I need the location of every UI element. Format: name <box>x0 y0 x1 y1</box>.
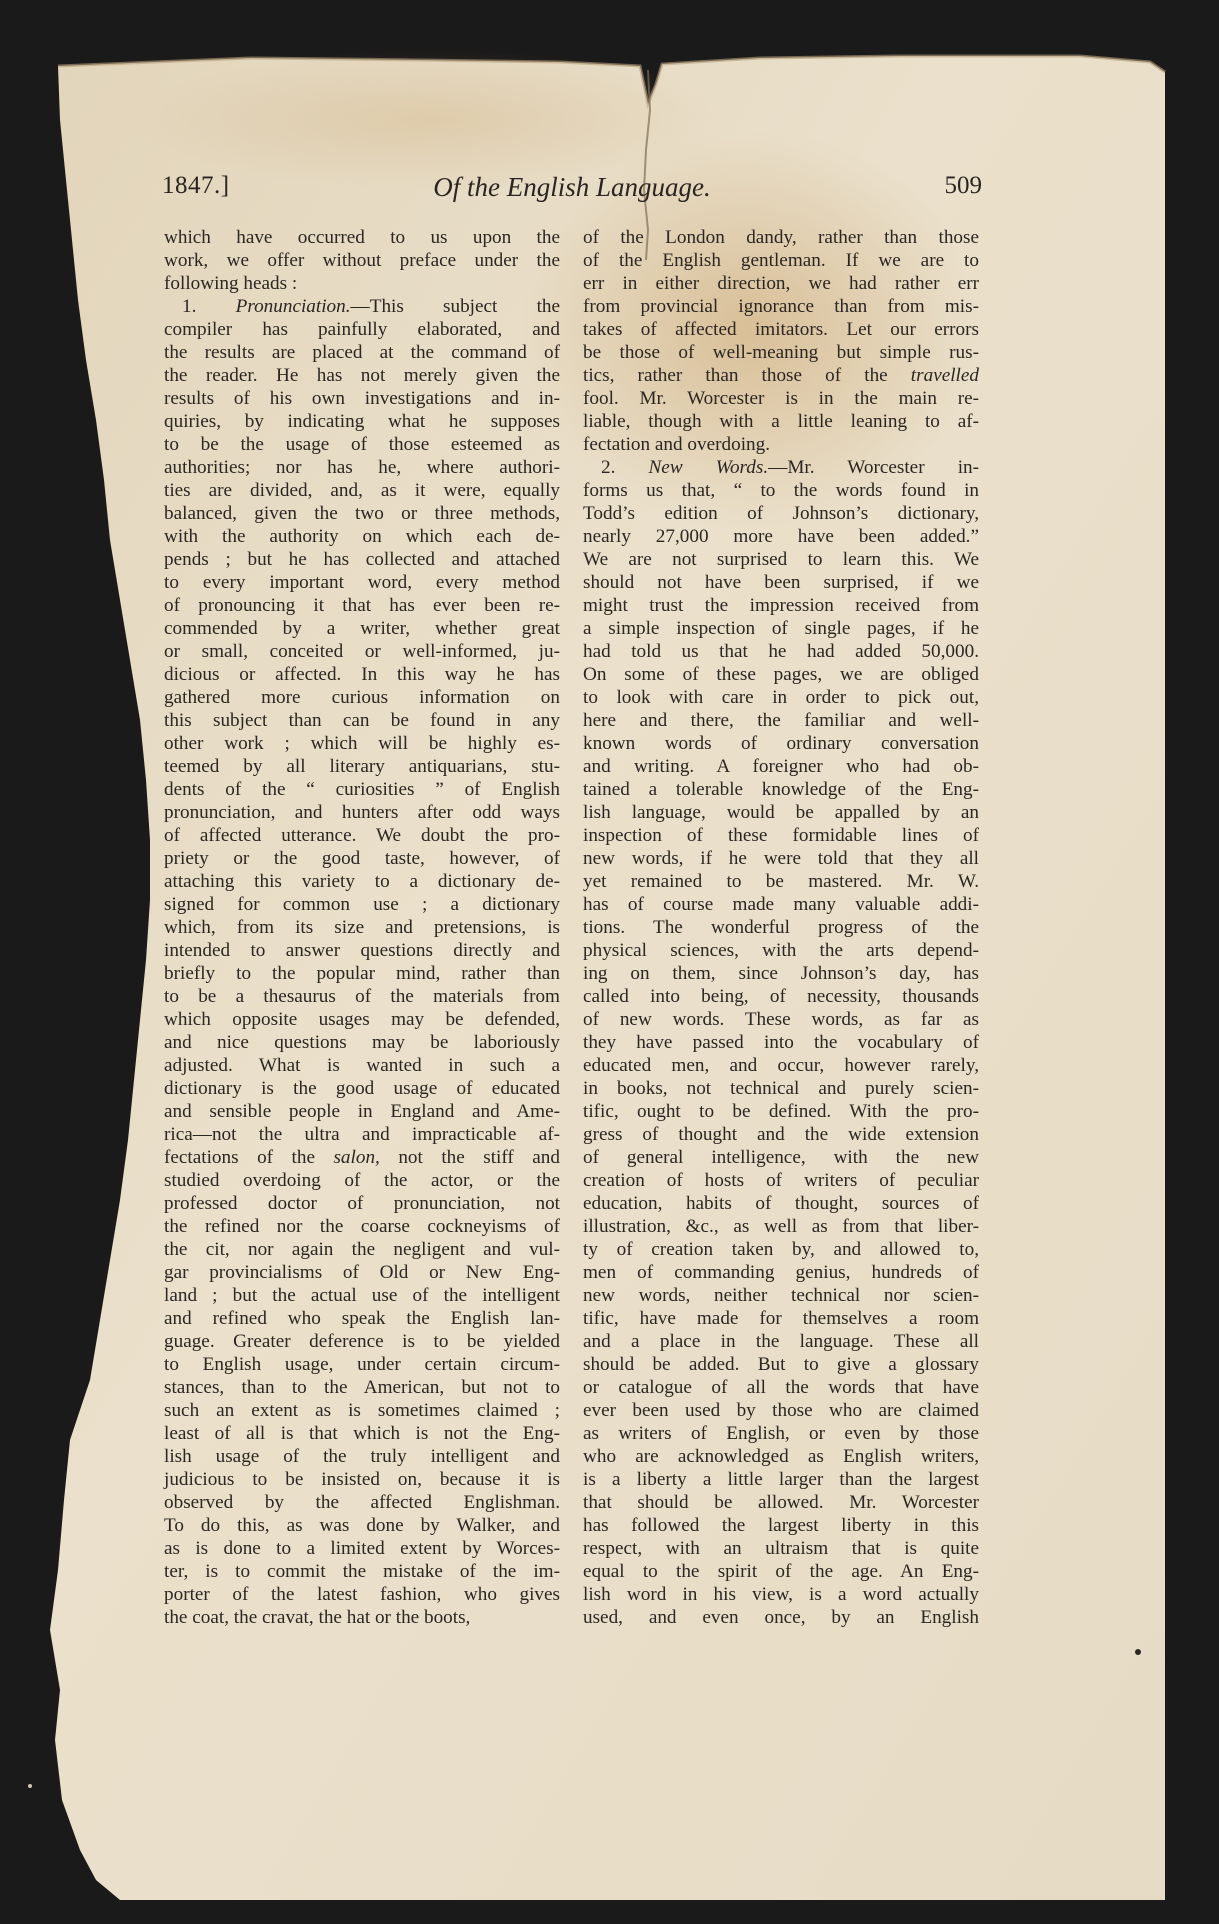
text-line: ty of creation taken by, and allowed to, <box>583 1239 979 1260</box>
text-line: had told us that he had added 50,000. <box>583 641 979 662</box>
text-line: gathered more curious information on <box>164 687 560 708</box>
text-line: in books, not technical and purely scien- <box>583 1078 979 1099</box>
text-line: rica—not the ultra and impracticable af- <box>164 1124 560 1145</box>
text-line: as is done to a limited extent by Worces- <box>164 1538 560 1559</box>
text-line: from provincial ignorance than from mis- <box>583 296 979 317</box>
text-line: ing on them, since Johnson’s day, has <box>583 963 979 984</box>
text-line: educated men, and occur, however rarely, <box>583 1055 979 1076</box>
page-header <box>162 172 982 212</box>
text-line: known words of ordinary conversation <box>583 733 979 754</box>
text-line: the refined nor the coarse cockneyisms of <box>164 1216 560 1237</box>
text-line: physical sciences, with the arts depend- <box>583 940 979 961</box>
text-line: observed by the affected Englishman. <box>164 1492 560 1513</box>
text-line: a simple inspection of single pages, if he <box>583 618 979 639</box>
text-line: 2. New Words.—Mr. Worcester in- <box>601 457 980 478</box>
text-line: tific, ought to be defined. With the pro- <box>583 1101 979 1122</box>
text-line: commended by a writer, whether great <box>164 618 560 639</box>
text-line: professed doctor of pronunciation, not <box>164 1193 560 1214</box>
text-line: ties are divided, and, as it were, equally <box>164 480 560 501</box>
text-line: tics, rather than those of the travelled <box>583 365 979 386</box>
text-line: quiries, by indicating what he supposes <box>164 411 560 432</box>
text-line: new words, if he were told that they all <box>583 848 979 869</box>
text-line: of the London dandy, rather than those <box>583 227 979 248</box>
text-line: land ; but the actual use of the intelligent <box>164 1285 560 1306</box>
text-line: dicious or affected. In this way he has <box>164 664 560 685</box>
text-line: stances, than to the American, but not to <box>164 1377 560 1398</box>
text-line: To do this, as was done by Walker, and <box>164 1515 560 1536</box>
text-line: of general intelligence, with the new <box>583 1147 979 1168</box>
text-line: compiler has painfully elaborated, and <box>164 319 560 340</box>
text-line: which, from its size and pretensions, is <box>164 917 560 938</box>
text-line: creation of hosts of writers of peculiar <box>583 1170 979 1191</box>
text-line: illustration, &c., as well as from that liber- <box>583 1216 979 1237</box>
text-line: lish usage of the truly intelligent and <box>164 1446 560 1467</box>
text-line: least of all is that which is not the Eng- <box>164 1423 560 1444</box>
text-line: attaching this variety to a dictionary de- <box>164 871 560 892</box>
page-number: 509 <box>944 172 982 199</box>
text-line: tific, have made for themselves a room <box>583 1308 979 1329</box>
text-line: as writers of English, or even by those <box>583 1423 979 1444</box>
text-line: to be a thesaurus of the materials from <box>164 986 560 1007</box>
text-line: be those of well-meaning but simple rus- <box>583 342 979 363</box>
text-line: of pronouncing it that has ever been re- <box>164 595 560 616</box>
text-line: We are not surprised to learn this. We <box>583 549 979 570</box>
text-line: porter of the latest fashion, who gives <box>164 1584 560 1605</box>
text-line: should not have been surprised, if we <box>583 572 979 593</box>
text-line: here and there, the familiar and well- <box>583 710 979 731</box>
text-line: Todd’s edition of Johnson’s dictionary, <box>583 503 979 524</box>
text-line: such an extent as is sometimes claimed ; <box>164 1400 560 1421</box>
text-line: and refined who speak the English lan- <box>164 1308 560 1329</box>
text-line: of the English gentleman. If we are to <box>583 250 979 271</box>
text-line: takes of affected imitators. Let our errors <box>583 319 979 340</box>
text-line: education, habits of thought, sources of <box>583 1193 979 1214</box>
text-line: guage. Greater deference is to be yielded <box>164 1331 560 1352</box>
text-line: fool. Mr. Worcester is in the main re- <box>583 388 979 409</box>
right-column <box>583 226 979 1629</box>
text-line: lish language, would be appalled by an <box>583 802 979 823</box>
text-line: other work ; which will be highly es- <box>164 733 560 754</box>
text-line: err in either direction, we had rather err <box>583 273 979 294</box>
text-line: following heads : <box>164 273 298 294</box>
text-line: the cit, nor again the negligent and vul- <box>164 1239 560 1260</box>
text-line: new words, neither technical nor scien- <box>583 1285 979 1306</box>
text-line: to every important word, every method <box>164 572 560 593</box>
text-line: and sensible people in England and Ame- <box>164 1101 560 1122</box>
text-line: and writing. A foreigner who had ob- <box>583 756 979 777</box>
text-line: equal to the spirit of the age. An Eng- <box>583 1561 979 1582</box>
text-line: and nice questions may be laboriously <box>164 1032 560 1053</box>
year-label: 1847.] <box>162 172 230 199</box>
text-line: yet remained to be mastered. Mr. W. <box>583 871 979 892</box>
text-line: ter, is to commit the mistake of the im- <box>164 1561 560 1582</box>
text-line: inspection of these formidable lines of <box>583 825 979 846</box>
text-line: this subject than can be found in any <box>164 710 560 731</box>
text-line: teemed by all literary antiquarians, stu- <box>164 756 560 777</box>
text-line: they have passed into the vocabulary of <box>583 1032 979 1053</box>
text-line: adjusted. What is wanted in such a <box>164 1055 560 1076</box>
text-line: is a liberty a little larger than the largest <box>583 1469 979 1490</box>
text-line: fectations of the salon, not the stiff and <box>164 1147 560 1168</box>
text-line: has of course made many valuable addi- <box>583 894 979 915</box>
text-line: forms us that, “ to the words found in <box>583 480 979 501</box>
text-line: might trust the impression received from <box>583 595 979 616</box>
text-line: the results are placed at the command of <box>164 342 560 363</box>
text-line: with the authority on which each de- <box>164 526 560 547</box>
text-line: tions. The wonderful progress of the <box>583 917 979 938</box>
text-line: On some of these pages, we are obliged <box>583 664 979 685</box>
text-line: ever been used by those who are claimed <box>583 1400 979 1421</box>
text-line: should be added. But to give a glossary <box>583 1354 979 1375</box>
text-line: judicious to be insisted on, because it is <box>164 1469 560 1490</box>
left-column <box>164 226 560 1629</box>
text-line: dictionary is the good usage of educated <box>164 1078 560 1099</box>
text-line: to be the usage of those esteemed as <box>164 434 560 455</box>
text-line: briefly to the popular mind, rather than <box>164 963 560 984</box>
text-line: to English usage, under certain circum- <box>164 1354 560 1375</box>
text-line: used, and even once, by an English <box>583 1607 979 1628</box>
text-line: or catalogue of all the words that have <box>583 1377 979 1398</box>
text-line: 1. Pronunciation.—This subject the <box>182 296 561 317</box>
text-line: or small, conceited or well-informed, ju- <box>164 641 560 662</box>
text-line: which opposite usages may be defended, <box>164 1009 560 1030</box>
text-line: priety or the good taste, however, of <box>164 848 560 869</box>
text-line: has followed the largest liberty in this <box>583 1515 979 1536</box>
text-line: who are acknowledged as English writers, <box>583 1446 979 1467</box>
text-line: the reader. He has not merely given the <box>164 365 560 386</box>
text-line: signed for common use ; a dictionary <box>164 894 560 915</box>
text-line: intended to answer questions directly and <box>164 940 560 961</box>
text-line: gress of thought and the wide extension <box>583 1124 979 1145</box>
text-line: gar provincialisms of Old or New Eng- <box>164 1262 560 1283</box>
text-line: balanced, given the two or three methods, <box>164 503 560 524</box>
text-line: called into being, of necessity, thousands <box>583 986 979 1007</box>
text-line: and a place in the language. These all <box>583 1331 979 1352</box>
text-line: pends ; but he has collected and attached <box>164 549 560 570</box>
text-line: men of commanding genius, hundreds of <box>583 1262 979 1283</box>
text-line: liable, though with a little leaning to af- <box>583 411 979 432</box>
text-line: studied overdoing of the actor, or the <box>164 1170 560 1191</box>
text-line: nearly 27,000 more have been added.” <box>583 526 979 547</box>
text-line: of affected utterance. We doubt the pro- <box>164 825 560 846</box>
running-title: Of the English Language. <box>433 172 711 202</box>
text-line: tained a tolerable knowledge of the Eng- <box>583 779 979 800</box>
text-line: work, we offer without preface under the <box>164 250 560 271</box>
text-line: authorities; nor has he, where authori- <box>164 457 560 478</box>
text-line: of new words. These words, as far as <box>583 1009 979 1030</box>
text-line: lish word in his view, is a word actually <box>583 1584 979 1605</box>
text-line: to look with care in order to pick out, <box>583 687 979 708</box>
text-line: the coat, the cravat, the hat or the boots, <box>164 1607 471 1628</box>
text-line: which have occurred to us upon the <box>164 227 560 248</box>
text-line: results of his own investigations and in- <box>164 388 560 409</box>
text-line: fectation and overdoing. <box>583 434 771 455</box>
text-line: dents of the “ curiosities ” of English <box>164 779 560 800</box>
text-line: pronunciation, and hunters after odd ways <box>164 802 560 823</box>
text-line: respect, with an ultraism that is quite <box>583 1538 979 1559</box>
text-line: that should be allowed. Mr. Worcester <box>583 1492 979 1513</box>
